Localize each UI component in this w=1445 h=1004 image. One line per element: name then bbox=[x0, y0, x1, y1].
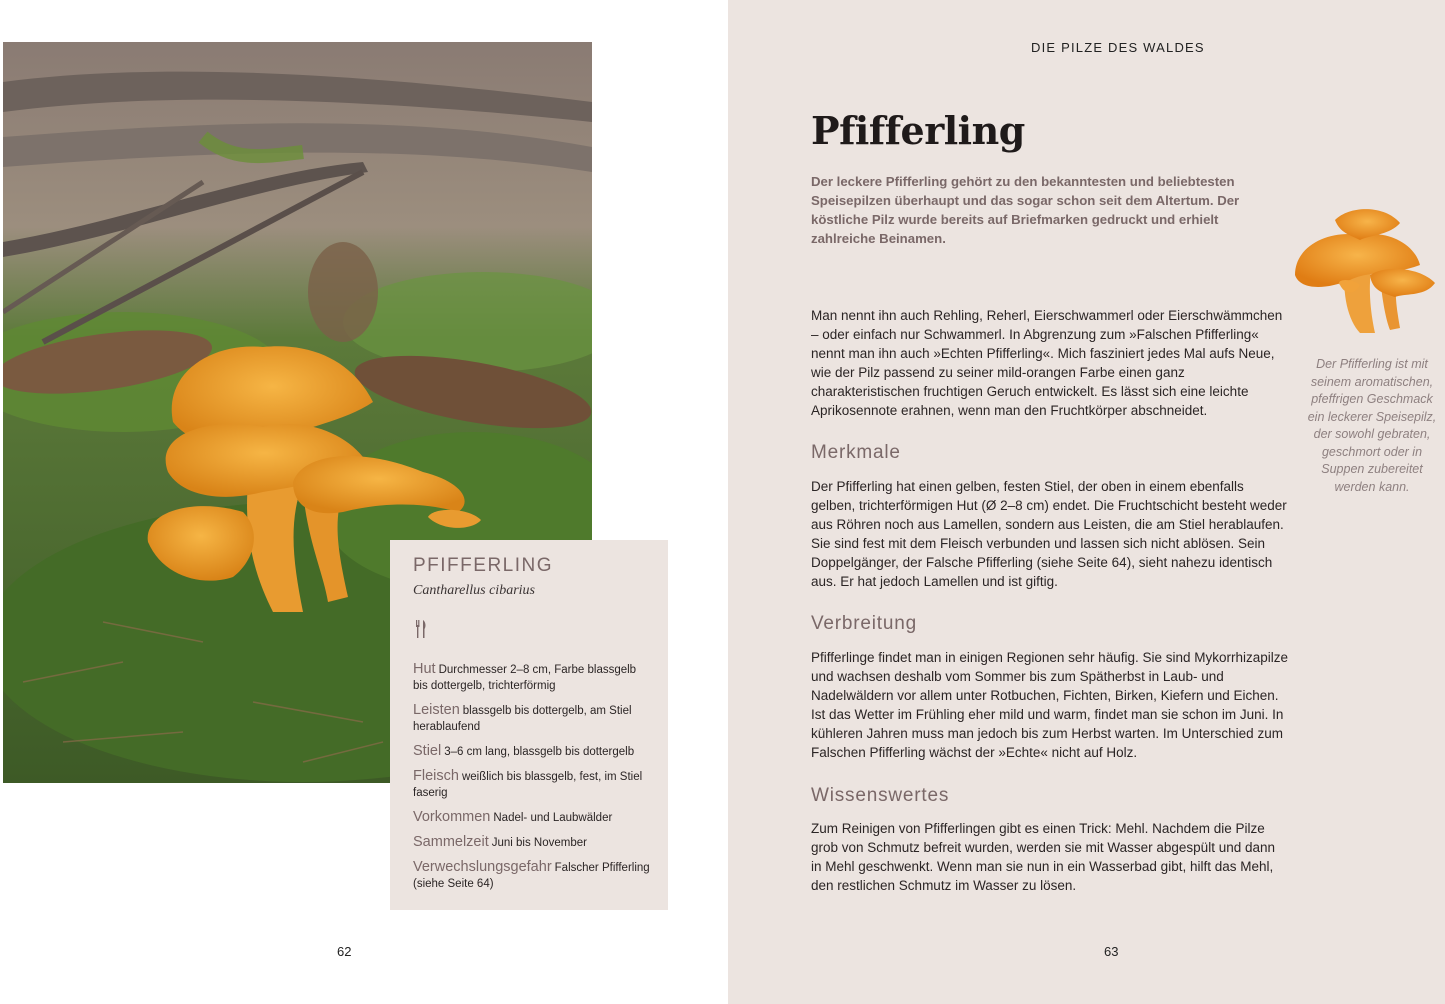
fact-hut: Hut Durchmesser 2–8 cm, Farbe blassgelb bis dottergelb, trichterförmig bbox=[413, 661, 637, 692]
fact-fleisch: Fleisch weißlich bis blassgelb, fest, im Stiel faserig bbox=[413, 768, 643, 799]
intro-paragraph: Man nennt ihn auch Rehling, Reherl, Eierschwammerl oder Eierschwämmchen – oder einfach nur Schwammerl. In Abgrenzung zum »Falschen Pfifferling« nennt man ihn auch »Echten Pfifferling«. Mich fasziniert jedes Mal aufs Neue, wie der Pilz passend zu seiner mild-orangen Farbe einen ganz charakteristischen fruchtigen Geruch entwickelt. Es lässt sich eine leichte Aprikosennote erahnen, wenn man den Fruchtkörper abschneidet. bbox=[811, 308, 1283, 418]
fact-sammelzeit: Sammelzeit Juni bis November bbox=[413, 834, 587, 850]
fact-vorkommen: Vorkommen Nadel- und Laubwälder bbox=[413, 809, 613, 825]
infobox-title: PFIFFERLING bbox=[413, 555, 554, 576]
section-heading-wissenswertes: Wissenswertes bbox=[811, 785, 950, 806]
page-title: Pfifferling bbox=[811, 108, 1025, 153]
cutlery-icon bbox=[414, 620, 428, 638]
running-head: DIE PILZE DES WALDES bbox=[1031, 40, 1205, 55]
fact-verwechslungsgefahr: Verwechslungsgefahr Falscher Pfifferling (siehe Seite 64) bbox=[413, 859, 650, 890]
right-page bbox=[728, 0, 1445, 1004]
infobox-facts-list bbox=[413, 661, 653, 900]
chanterelle-cutout-image bbox=[1290, 205, 1438, 340]
section-text-verbreitung: Pfifferlinge findet man in einigen Regionen sehr häufig. Sie sind Mykorrhizapilze und wachsen deshalb vom Sommer bis zum Spätherbst in Laub- und Nadelwäldern vor allem unter Rotbuchen, Fichten, Birken, Kiefern und Eichen. Ist das Wetter im Frühling eher mild und warm, findet man sie schon im Juni. In kühleren Jahren muss man jedoch bis zum Herbst warten. Im Unterschied zum Falschen Pfifferling wächst der »Echte« nicht auf Holz. bbox=[811, 650, 1289, 760]
species-infobox bbox=[390, 540, 668, 910]
page-number-right: 63 bbox=[1104, 944, 1119, 959]
side-image-caption: Der Pfifferling ist mit seinem aromatischen, pfeffrigen Geschmack ein leckerer Speisepilz, der sowohl gebraten, geschmort oder in Suppen zubereitet werden kann. bbox=[1307, 357, 1437, 494]
section-text-wissenswertes: Zum Reinigen von Pfifferlingen gibt es einen Trick: Mehl. Nachdem die Pilze grob von Schmutz befreit wurden, werden sie mit Wasser abgespült und dann in Mehl geschwenkt. Wenn man sie nun in ein Wasserbad gibt, hilft das Mehl, den restlichen Schmutz im Wasser zu lösen. bbox=[811, 821, 1275, 893]
infobox-latin-name: Cantharellus cibarius bbox=[413, 583, 535, 598]
page-number-left: 62 bbox=[337, 944, 352, 959]
section-heading-verbreitung: Verbreitung bbox=[811, 613, 917, 634]
lead-paragraph: Der leckere Pfifferling gehört zu den bekanntesten und beliebtesten Speisepilzen überhaupt und das sogar schon seit dem Altertum. Der köstliche Pilz wurde bereits auf Briefmarken gedruckt und erhielt zahlreiche Beinamen. bbox=[811, 174, 1240, 246]
fact-stiel: Stiel 3–6 cm lang, blassgelb bis dottergelb bbox=[413, 743, 635, 759]
fact-leisten: Leisten blassgelb bis dottergelb, am Stiel herablaufend bbox=[413, 702, 632, 733]
section-heading-merkmale: Merkmale bbox=[811, 442, 901, 463]
section-text-merkmale: Der Pfifferling hat einen gelben, festen Stiel, der oben in einem ebenfalls gelben, trichterförmigen Hut (Ø 2–8 cm) endet. Die Fruchtschicht besteht weder aus Röhren noch aus Lamellen, sondern aus Leisten, die am Stiel herablaufen. Sie sind fest mit dem Fleisch verbunden und lassen sich nicht ablösen. Sein Doppelgänger, der Falsche Pfifferling (siehe Seite 64), sieht nahezu identisch aus. Er hat jedoch Lamellen und ist giftig. bbox=[811, 479, 1287, 589]
